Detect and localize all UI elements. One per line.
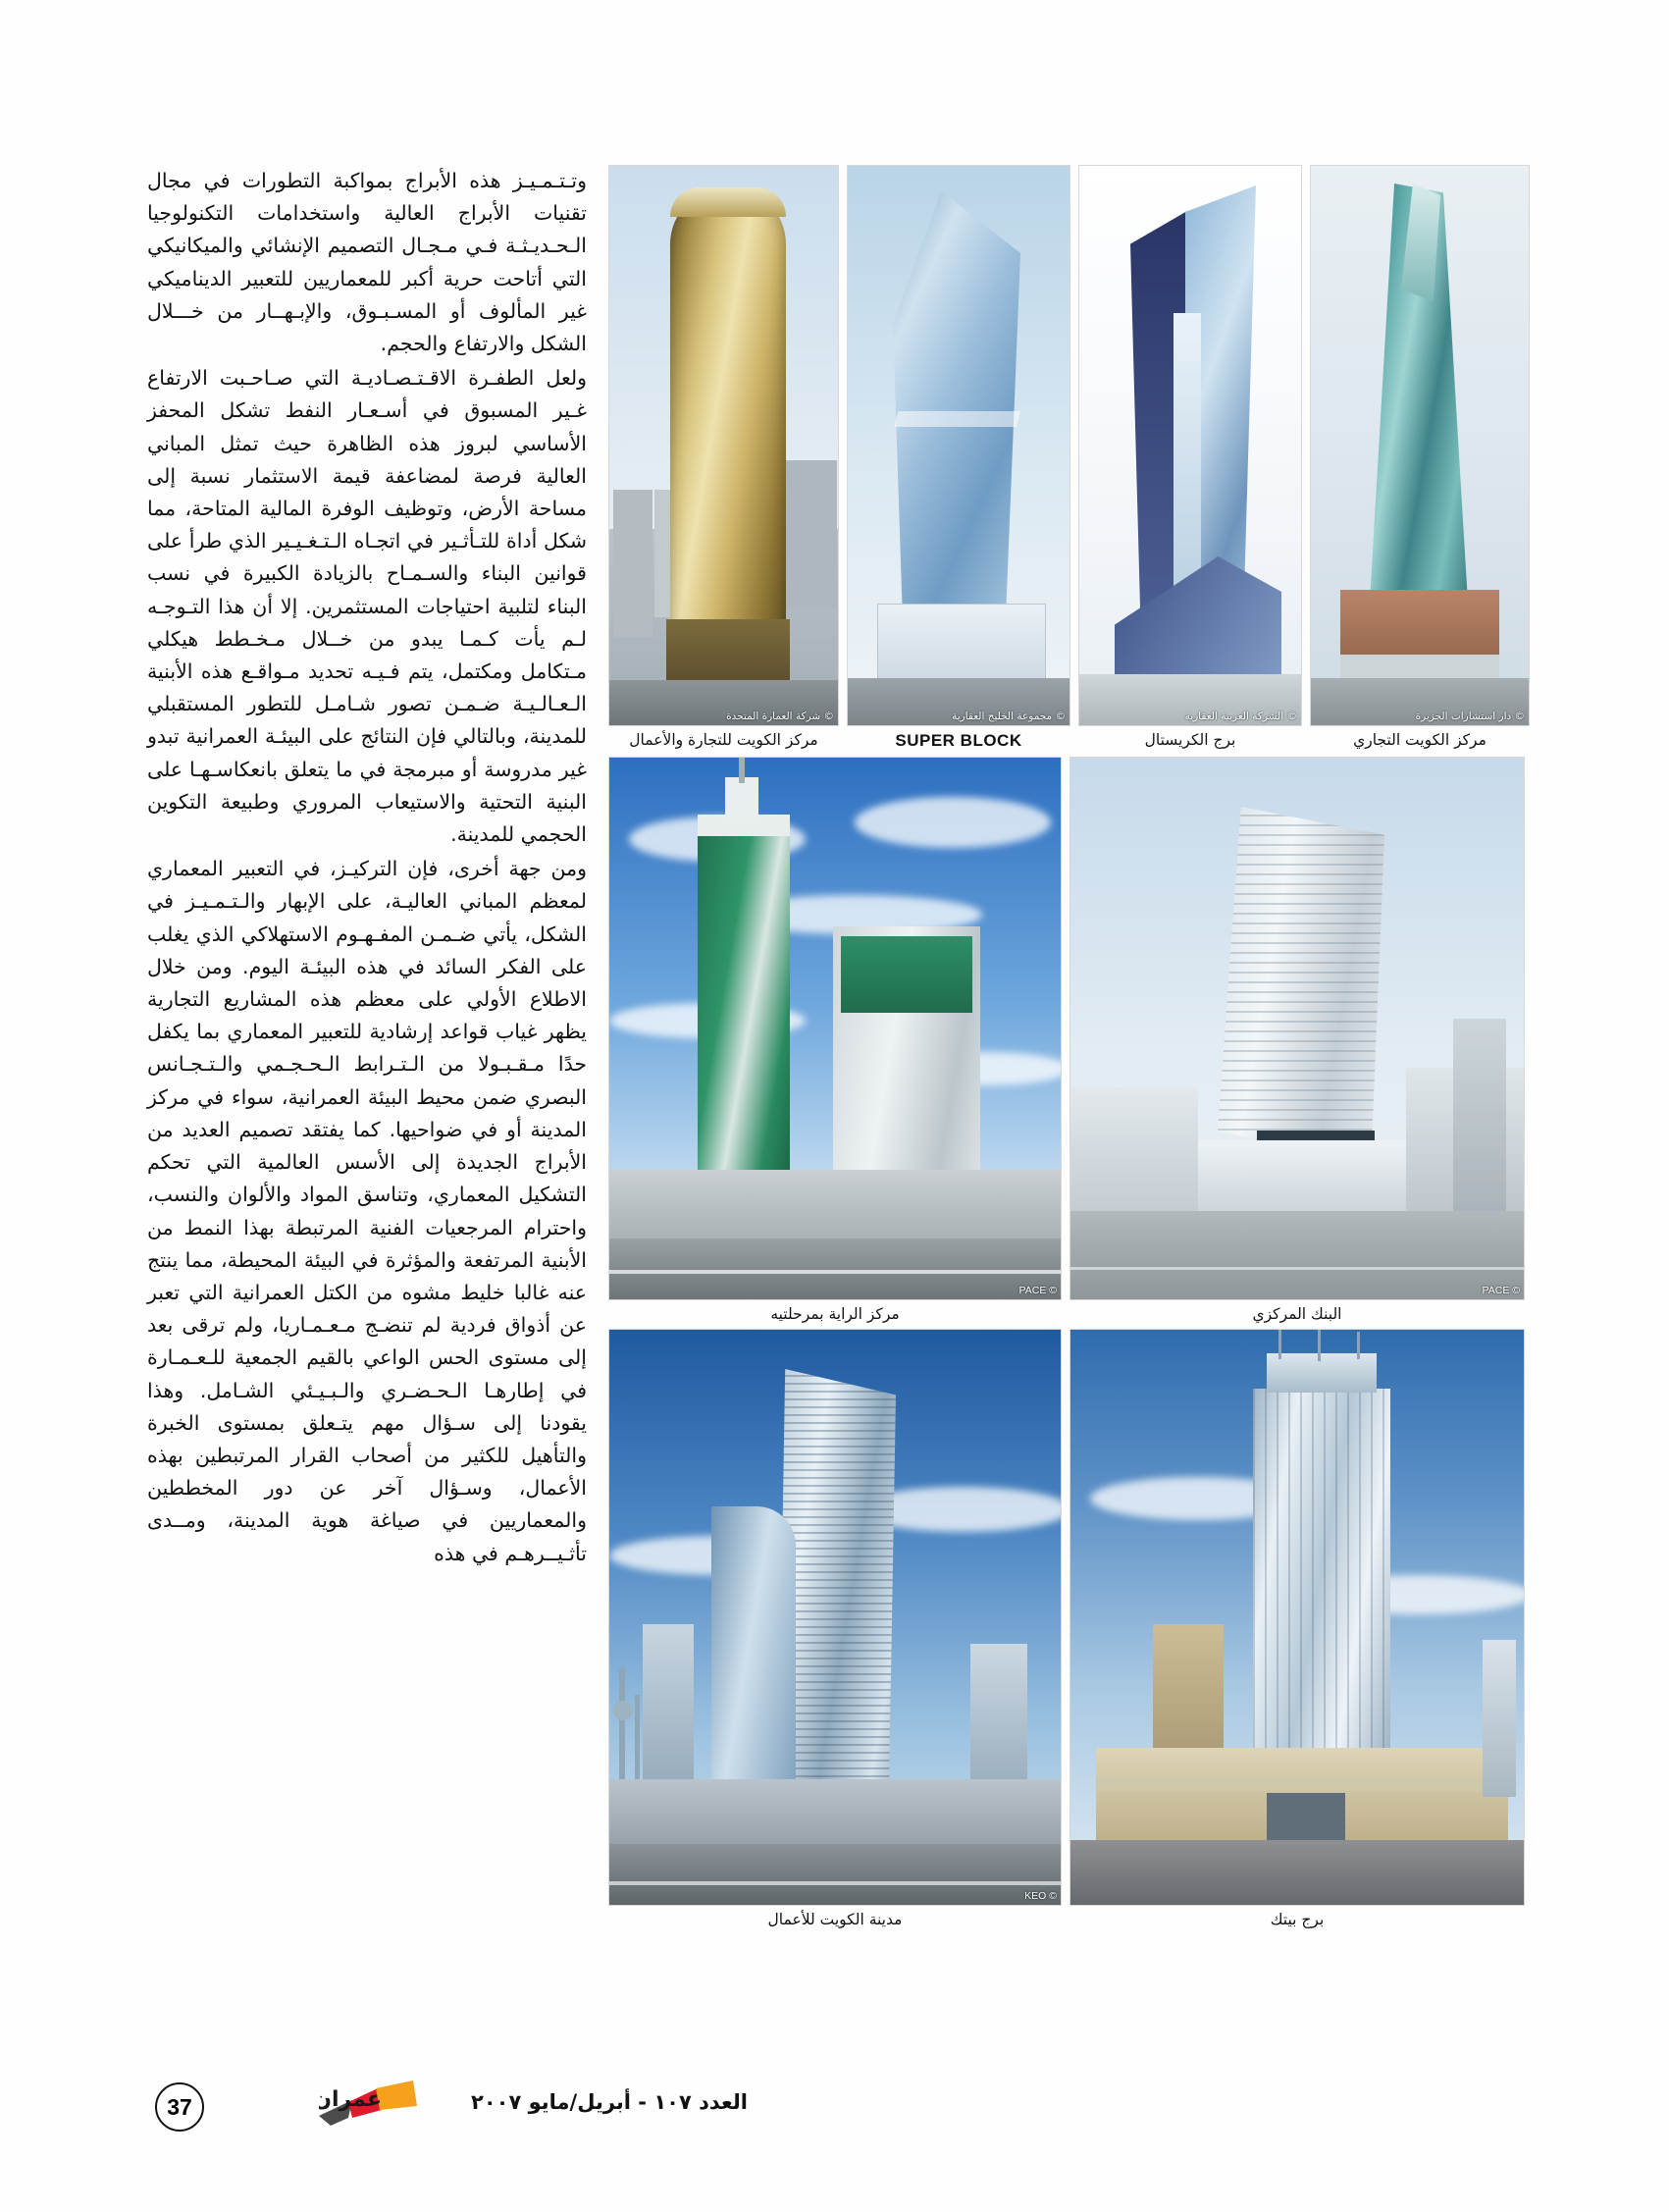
page-number: 37 bbox=[155, 2082, 204, 2132]
svg-text:عمران: عمران bbox=[319, 2087, 382, 2112]
article-text-column bbox=[147, 165, 587, 1572]
figure-row-2 bbox=[608, 757, 1521, 1323]
figure-2-caption: SUPER BLOCK bbox=[895, 731, 1022, 750]
figure-4-credit: © دار استشارات الجزيرة bbox=[1415, 711, 1525, 722]
figure-3 bbox=[1078, 165, 1302, 751]
figure-2-photo bbox=[847, 165, 1070, 726]
figure-6 bbox=[1069, 757, 1525, 1323]
figure-6-credit: © PACE bbox=[1482, 1285, 1520, 1296]
figure-6-photo bbox=[1069, 757, 1525, 1300]
figure-5-credit: © PACE bbox=[1018, 1285, 1057, 1296]
figure-5 bbox=[608, 757, 1062, 1323]
figure-3-credit: © الشركة العربية العقارية bbox=[1184, 711, 1297, 722]
issue-line: العدد ١٠٧ - أبريل/مايو ٢٠٠٧ bbox=[471, 2090, 748, 2114]
magazine-logo bbox=[319, 2077, 456, 2133]
figure-3-caption: برج الكريستال bbox=[1144, 731, 1236, 749]
figure-5-photo bbox=[608, 757, 1062, 1300]
figure-4-photo bbox=[1310, 165, 1530, 726]
figure-4 bbox=[1310, 165, 1530, 751]
figure-1-caption: مركز الكويت للتجارة والأعمال bbox=[629, 731, 818, 749]
figure-2-credit: © مجموعة الخليج العقارية bbox=[952, 711, 1066, 722]
figure-2 bbox=[847, 165, 1070, 751]
figure-1-credit: © شركة العمارة المتحدة bbox=[726, 711, 834, 722]
figure-6-caption: البنك المركزي bbox=[1252, 1305, 1342, 1323]
figure-7 bbox=[608, 1329, 1062, 1928]
figure-row-1 bbox=[608, 165, 1525, 751]
paragraph-3: ومن جهة أخرى، فإن التركيـز، في التعبير المعماري لمعظم المباني العاليـة، على الإبهار والـتـمـيـز في الشكل، يأتي ضـمـن المفـهـوم الاستهلاكي الذي يغلب على الفكر السائد في هذه البيئـة اليوم. ومن خلال الاطلاع الأولي على معظم هذه المشاريع التجارية يظهر غياب قواعد إرشادية للتعبير المعماري بما يكفل حدًا مـقـبـولا من الـتـرابط الـحـجـمي والـتـجـانس البصري ضمن محيط البيئة العمرانية، سواء في مركز المدينة أو في ضواحيها. كما يفتقد تصميم العديد من الأبراج الجديدة إلى الأسس العالمية التي تحكم التشكيل المعماري، وتناسق المواد والألوان والنسب، واحترام المرجعيات الفنية المرتبطة بهذا النمط من الأبنية المرتفعة والمؤثرة في البيئة المحيطة، مما ينتج عنه غالبا خليط مشوه من الكتل العمرانية التي تعبر عن أذواق فردية لم تنضـج مـعـمـاريا، ولم ترقى بعد إلى مستوى الحس الواعي بالقيم الجمعية للـعـمـارة في إطارهـا الـحـضـري والـبـيـئي الشـامل. وهذا يقودنا إلى سـؤال مهم يتـعلق بمستوى الخبرة والتأهيل للكثير من أصحاب القرار المرتبطين بهذه الأعمال، وسـؤال آخر عن دور المخططين والمعماريين في صياغة هوية المدينة، ومــدى تأثـيــرهـم في هذه bbox=[147, 857, 587, 1565]
figure-1-photo bbox=[608, 165, 839, 726]
figure-1 bbox=[608, 165, 839, 751]
figure-5-caption: مركز الراية بمرحلتيه bbox=[770, 1305, 900, 1323]
page-footer bbox=[147, 2077, 775, 2135]
figure-8-photo bbox=[1069, 1329, 1525, 1906]
figure-grid bbox=[608, 165, 1525, 1934]
figure-7-photo bbox=[608, 1329, 1062, 1906]
figure-8 bbox=[1069, 1329, 1525, 1928]
figure-7-caption: مدينة الكويت للأعمال bbox=[767, 1911, 903, 1928]
paragraph-1: وتـتـمـيـز هذه الأبراج بمواكبة التطورات في مجال تقنيات الأبراج العالية واستخدامات التكنولوجيا الـحـديـثـة فـي مـجـال التصميم الإنشائي والميكانيكي التي أتاحت حرية أكبر للمعماريين للتعبير الديناميكي غير المألوف أو المسـبـوق، والإبـهــار من خـــلال الشكل والارتفاع والحجم. bbox=[147, 169, 587, 356]
figure-7-credit: © KEO bbox=[1024, 1890, 1057, 1902]
figure-3-photo bbox=[1078, 165, 1302, 726]
figure-row-3 bbox=[608, 1329, 1521, 1928]
figure-8-caption: برج بيتك bbox=[1270, 1911, 1325, 1928]
figure-4-caption: مركز الكويت التجاري bbox=[1353, 731, 1486, 749]
paragraph-2: ولعل الطفـرة الاقـتـصـاديـة التي صـاحـبت الارتفاع غـير المسبوق في أسـعـار النفط تشكل المحفز الأساسي لبروز هذه الظاهرة حيث تمثل المباني العالية فرصة لمضاعفة قيمة الاستثمار نسبة إلى مساحة الأرض، وتوظيف الوفرة المالية المتاحة، مما شكل أداة للتـأثـير في اتجـاه الـتـغـيـير الذي طرأ على قوانين البناء والسـمـاح بالزيادة الكبيرة في نسب البناء لتلبية احتياجات المستثمرين. إلا أن هذا التـوجـه لـم يأت كـمـا يبدو من خــلال مـخـطط هيكلي مـتكامل ومكتمل، يتم فـيـه تحديد مـواقـع هذه الأبنية الـعـالـيـة ضـمـن تصور شـامـل للتطور المستقبلي للمدينة، وبالتالي فإن النتائج على البيئـة العمرانية تبدو غير مدروسة أو مبرمجة في ما يتعلق بانعكاسـهـا على البنية التحتية والاستيعاب المروري وطبيعة التكوين الحجمي للمدينة. bbox=[147, 366, 587, 847]
